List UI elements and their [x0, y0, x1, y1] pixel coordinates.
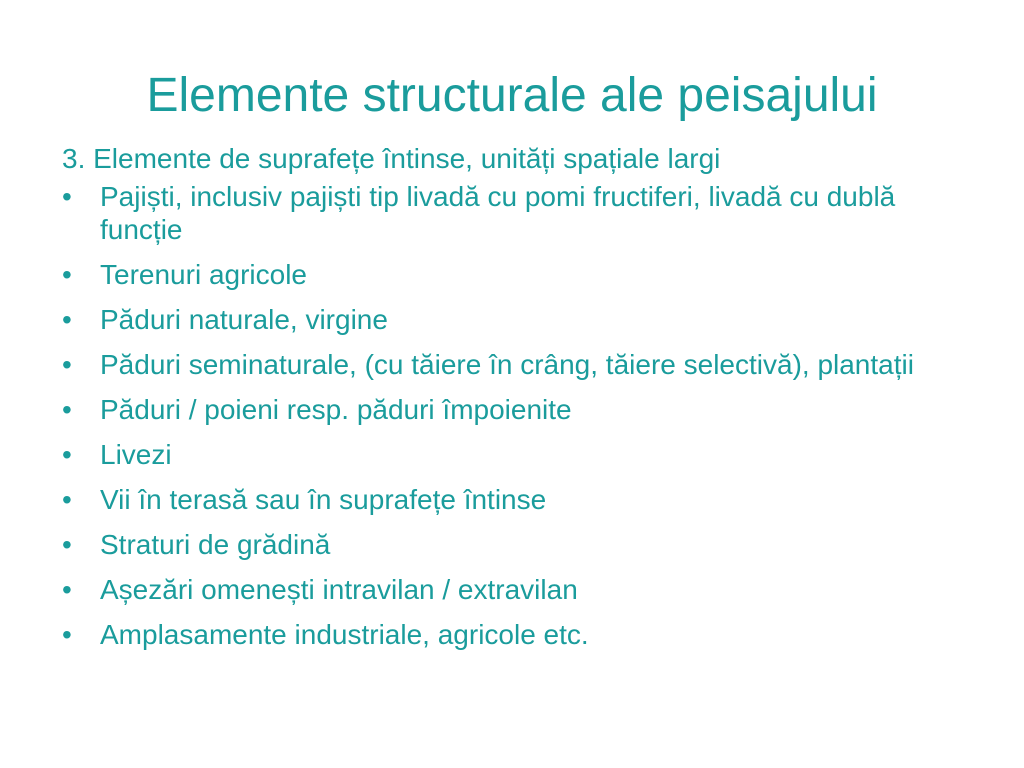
bullet-text: Păduri naturale, virgine	[100, 304, 388, 335]
bullet-text: Terenuri agricole	[100, 259, 307, 290]
bullet-icon: •	[62, 439, 72, 470]
bullet-item	[62, 483, 962, 516]
bullet-item	[62, 258, 962, 291]
bullet-item	[62, 528, 962, 561]
slide-title: Elemente structurale ale peisajului	[146, 69, 878, 122]
bullet-item	[62, 303, 962, 336]
bullet-text: Livezi	[100, 439, 172, 470]
slide-body	[62, 138, 962, 651]
bullet-item	[62, 393, 962, 426]
bullet-item	[62, 618, 962, 651]
bullet-icon: •	[62, 349, 72, 380]
bullet-text: Vii în terasă sau în suprafețe întinse	[100, 484, 547, 515]
bullet-text: Pajiști, inclusiv pajiști tip livadă cu pomi fructiferi, livadă cu dublă funcție	[100, 181, 896, 245]
bullet-icon: •	[62, 181, 72, 212]
bullet-text: Amplasamente industriale, agricole etc.	[100, 619, 589, 650]
bullet-item	[62, 180, 962, 246]
bullet-icon: •	[62, 259, 72, 290]
bullet-text: Păduri seminaturale, (cu tăiere în crâng, tăiere selectivă), plantații	[100, 349, 914, 380]
section-heading: 3. Elemente de suprafețe întinse, unități spațiale largi	[62, 143, 721, 174]
bullet-item	[62, 438, 962, 471]
bullet-list	[62, 180, 962, 651]
bullet-icon: •	[62, 574, 72, 605]
bullet-icon: •	[62, 394, 72, 425]
bullet-text: Păduri / poieni resp. păduri împoienite	[100, 394, 572, 425]
bullet-icon: •	[62, 619, 72, 650]
bullet-item	[62, 348, 962, 381]
bullet-icon: •	[62, 484, 72, 515]
bullet-icon: •	[62, 529, 72, 560]
bullet-icon: •	[62, 304, 72, 335]
bullet-text: Așezări omenești intravilan / extravilan	[100, 574, 578, 605]
bullet-text: Straturi de grădină	[100, 529, 331, 560]
bullet-item	[62, 573, 962, 606]
